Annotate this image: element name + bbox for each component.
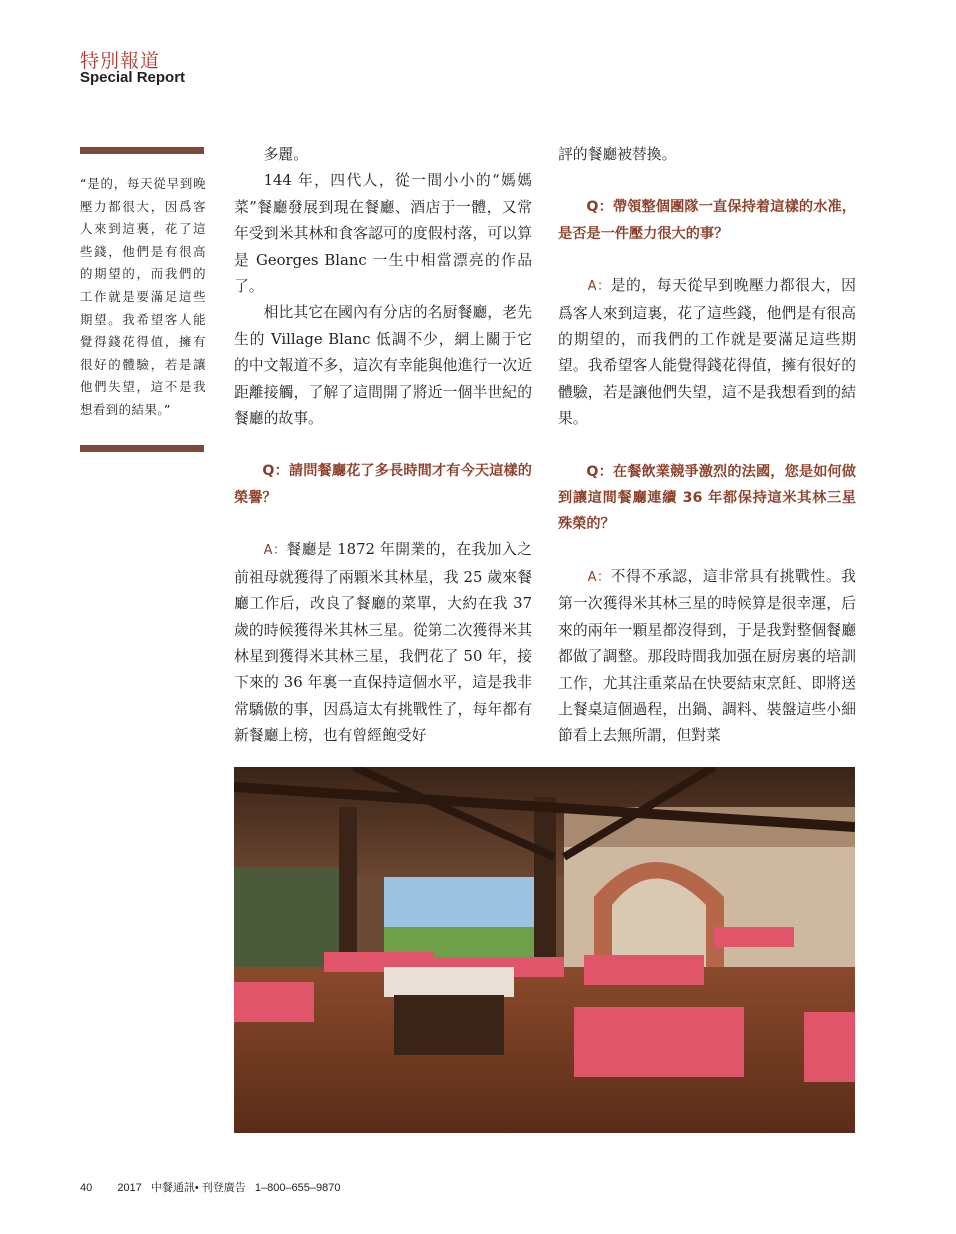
paragraph: 144 年，四代人，從一間小小的“媽媽菜”餐廳發展到現在餐廳、酒店于一體，又常年受到米其林和食客認可的度假村落，可以算是 Georges Blanc 一生中相當漂亮的作品了。	[234, 172, 532, 296]
footer-phone: 1–800–655–9870	[254, 1182, 341, 1194]
answer-label: A：	[587, 569, 611, 585]
answer-text: 是的，每天從早到晚壓力都很大，因爲客人來到這裏，花了這些錢，他們是有很高的期望的，而我們的工作就是要滿足這些期望。我希望客人能覺得錢花得值，擁有很好的體驗，若是讓他們失望，這不是我想看到的結果。	[558, 277, 856, 428]
article-column-2	[558, 142, 856, 750]
answer-text: 不得不承認，這非常具有挑戰性。我第一次獲得米其林三星的時候算是很幸運，后來的兩年一顆星都沒得到，于是我對整個餐廳都做了調整。那段時間我加强在厨房裏的培訓工作，尤其注重菜品在快要結束烹飪、即將送上餐桌這個過程，出鍋、調料、裝盤這些小細節看上去無所謂，但對菜	[558, 567, 856, 745]
paragraph: 相比其它在國內有分店的名厨餐廳，老先生的 Village Blanc 低調不少，網上關于它的中文報道不多，這次有幸能與他進行一次近距離接觸，了解了這間開了將近一個半世紀的餐廳的故事。	[234, 304, 532, 428]
paragraph: 多麗。	[263, 146, 308, 163]
question-heading: Q：帶領整個團隊一直保持着這樣的水准，是否是一件壓力很大的事？	[558, 199, 856, 242]
pullquote: “是的，每天從早到晚壓力都很大，因爲客人來到這裏，花了這些錢，他們是有很高的期望的，而我們的工作就是要滿足這些期望。我希望客人能覺得錢花得值，擁有很好的體驗，若是讓他們失望，這不是我想看到的結果。”	[80, 176, 206, 417]
footer-publication: 中餐通訊• 刊登廣告	[150, 1182, 246, 1194]
question-heading: Q：請問餐廳花了多長時間才有今天這樣的榮譽？	[234, 463, 532, 506]
answer-paragraph	[558, 273, 856, 432]
pullquote-bottom-rule	[80, 445, 204, 452]
paragraph: 評的餐廳被替換。	[558, 146, 677, 163]
page-footer	[80, 1179, 347, 1195]
answer-label: A：	[587, 279, 611, 295]
answer-paragraph	[558, 564, 856, 750]
footer-year: 2017	[117, 1182, 142, 1194]
answer-text: 餐廳是 1872 年開業的，在我加入之前祖母就獲得了兩顆米其林星，我 25 歲來餐廳工作后，改良了餐廳的菜單，大約在我 37 歲的時候獲得米其林三星。從第二次獲得米其林星到獲得米其林三星，我們花了 50 年，接下來的 36 年裏一直保持這個水平，這是我非常驕傲的事，因爲這太有挑戰性了，每年都有新餐廳上榜，也有曾經飽受好	[234, 541, 532, 745]
section-title-zh: 特別報道	[80, 50, 161, 72]
page-number: 40	[80, 1182, 93, 1194]
question-heading: Q：在餐飲業競爭激烈的法國，您是如何做到讓這間餐廳連續 36 年都保持這米其林三星殊榮的？	[558, 463, 856, 533]
answer-paragraph	[234, 537, 532, 749]
pullquote-top-rule	[80, 147, 204, 154]
article-column-1	[234, 142, 532, 750]
section-title-en: Special Report	[80, 69, 186, 86]
restaurant-interior-photo	[234, 767, 855, 1133]
answer-label: A：	[263, 543, 287, 559]
